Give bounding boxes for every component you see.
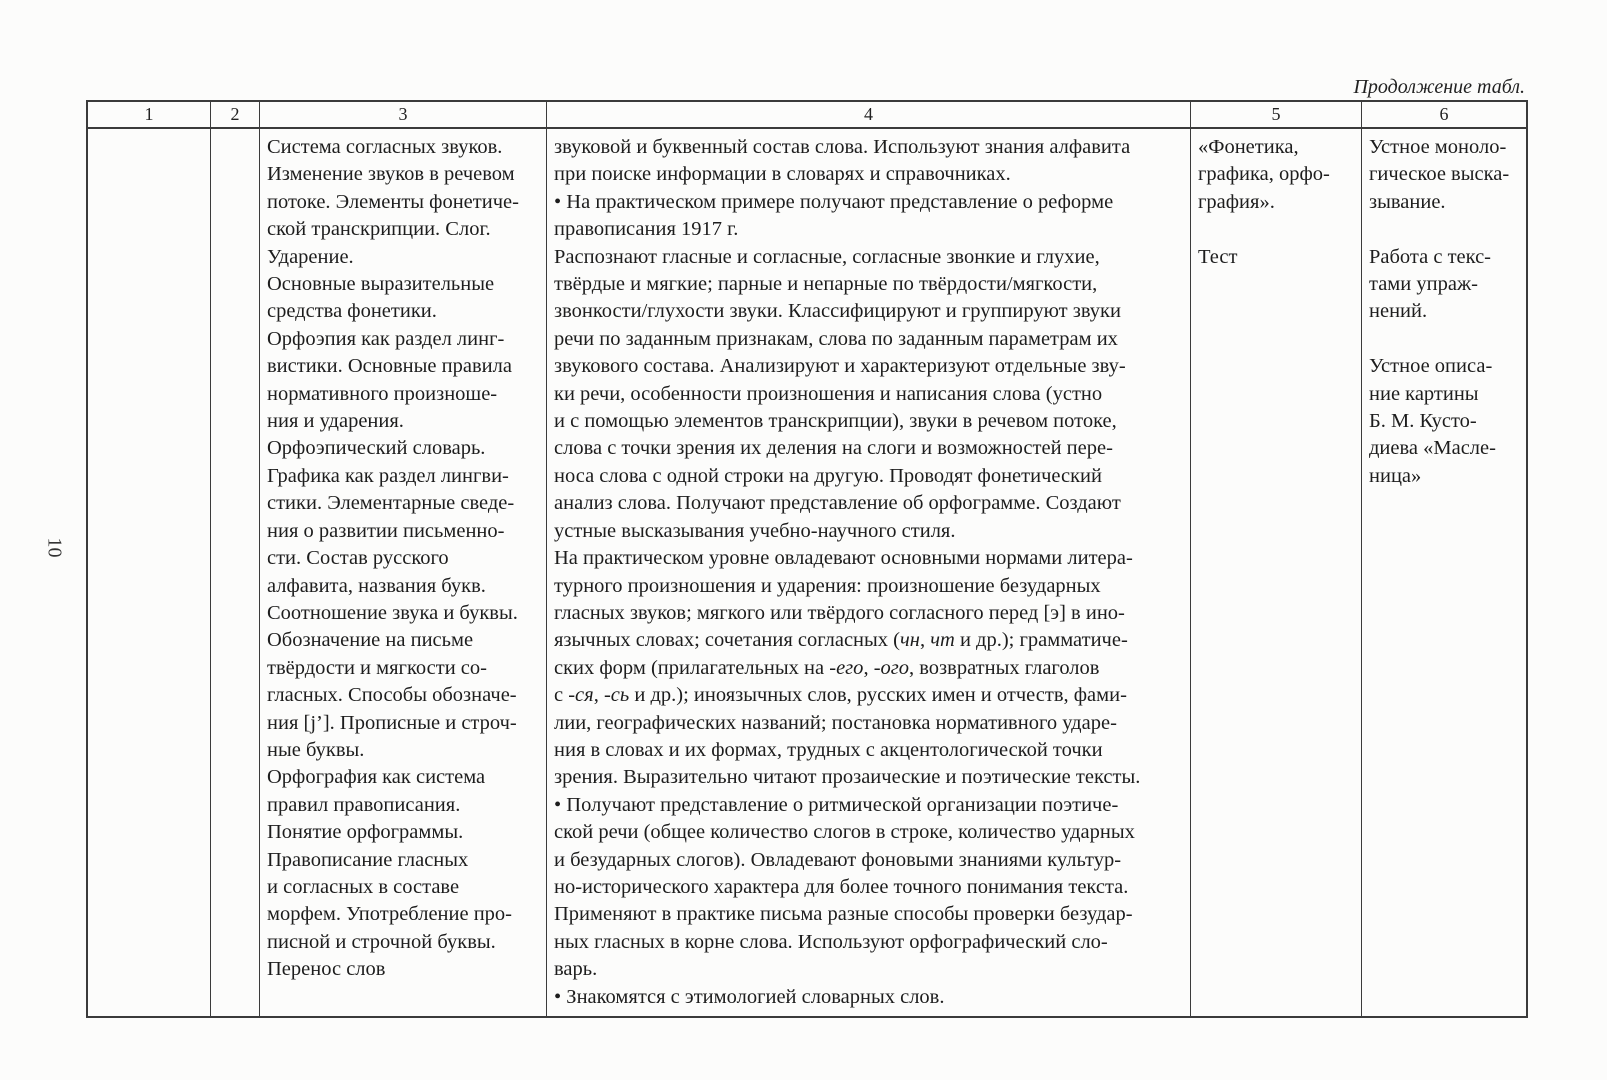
text-line: сти. Состав русского [267,547,449,570]
text-line: диева «Масле- [1369,437,1496,460]
text-line: Орфоэпический словарь. [267,437,486,460]
table-header-row [88,102,1526,129]
text-line: варь. [554,958,598,981]
text-line: Применяют в практике письма разные способы проверки безудар- [554,903,1133,926]
text-line: Устное моноло- [1369,136,1507,158]
text-line: язычных словах; сочетания согласных (чн, чт и др.); грамматиче- [554,629,1128,652]
curriculum-table [86,100,1528,1018]
text-line: Б. М. Кусто- [1369,410,1477,433]
text-line: и согласных в составе [267,875,460,898]
text-line: ница» [1369,464,1422,487]
text-line: гласных. Способы обозначе- [267,684,517,707]
cell-col6-speech-work [1362,129,1526,1016]
text-line: лии, географических названий; постановка нормативного ударе- [554,711,1117,734]
text-line: алфавита, названия букв. [267,574,486,597]
text-line: гическое выска- [1369,163,1510,186]
text-line: Работа с текс- [1369,245,1491,268]
text-line: речи по заданным признакам, слова по заданным параметрам их [554,327,1118,350]
text-line: Орфография как система [267,766,486,789]
cell-col4-student-activities [547,129,1191,1016]
column-header-3: 3 [260,102,547,127]
continuation-note: Продолжение табл. [1353,76,1525,98]
text-line: ных гласных в корне слова. Используют орфографический сло- [554,930,1108,953]
text-line: потоке. Элементы фонетиче- [267,190,519,213]
column-header-6: 6 [1439,104,1449,124]
text-line: нений. [1369,300,1428,323]
cell-col3-content-topics [260,129,547,1016]
text-line: Обозначение на письме [267,629,474,652]
text-line: с -ся, -сь и др.); иноязычных слов, русских имен и отчеств, фами- [554,684,1127,707]
text-line: графика, орфо- [1198,163,1330,186]
text-line: при поиске информации в словарях и справочниках. [554,163,1011,186]
text-line: Ударение. [267,245,354,268]
text-line: турного произношения и ударения: произношение безударных [554,574,1101,597]
text-line: твёрдые и мягкие; парные и непарные по твёрдости/мягкости, [554,273,1098,296]
text-line: ные буквы. [267,738,365,761]
text-line: ской речи (общее количество слогов в строке, количество ударных [554,821,1135,844]
column-header-1: 1 [88,102,211,127]
text-line: Перенос слов [267,958,386,981]
text-line: Понятие орфограммы. [267,821,464,844]
text-line: Орфоэпия как раздел линг- [267,327,505,350]
text-line: «Фонетика, [1198,136,1299,158]
text-line: Система согласных звуков. [267,136,503,158]
column-header-5: 5 [1191,102,1362,127]
cell-col5-assessment [1191,129,1362,1016]
text-line: слова с точки зрения их деления на слоги и возможностей пере- [554,437,1113,460]
text-line: устные высказывания учебно-научного стиля. [554,519,956,542]
text-line: ния [j’]. Прописные и строч- [267,711,517,734]
text-line: гласных звуков; мягкого или твёрдого согласного перед [э] в ино- [554,601,1125,624]
cell-col2-empty [211,129,260,1016]
table-body-row [88,129,1526,1016]
text-line: ния о развитии письменно- [267,519,505,542]
text-line: На практическом уровне овладевают основными нормами литера- [554,547,1133,570]
text-line: ки речи, особенности произношения и написания слова (устно [554,382,1103,405]
text-line: • Получают представление о ритмической организации поэтиче- [554,793,1119,816]
text-line: ских форм (прилагательных на -его, -ого, возвратных глаголов [554,656,1100,679]
text-line: Распознают гласные и согласные, согласные звонкие и глухие, [554,245,1100,268]
text-line: Правописание гласных [267,848,469,871]
text-line: и с помощью элементов транскрипции), звуки в речевом потоке, [554,410,1117,433]
text-line: • На практическом примере получают представление о реформе [554,190,1114,213]
text-line: твёрдости и мягкости со- [267,656,487,679]
text-line: носа слова с одной строки на другую. Проводят фонетический [554,464,1102,487]
column-header-4: 4 [547,102,1191,127]
column-header-2: 2 [211,102,260,127]
text-line: звуковой и буквенный состав слова. Используют знания алфавита [554,136,1131,158]
text-line: зывание. [1369,190,1446,213]
text-line [1369,216,1522,243]
text-line: ние картины [1369,382,1479,405]
text-line: звонкости/глухости звуки. Классифицируют и группируют звуки [554,300,1121,323]
text-line: графия». [1198,190,1275,213]
text-line: Соотношение звука и буквы. [267,601,518,624]
text-line: звукового состава. Анализируют и характеризуют отдельные зву- [554,355,1126,378]
text-line: Изменение звуков в речевом [267,163,515,186]
cell-col1-empty [88,129,211,1016]
text-line: правил правописания. [267,793,461,816]
text-line: писной и строчной буквы. [267,930,496,953]
text-line: морфем. Употребление про- [267,903,513,926]
text-line: ния и ударения. [267,410,404,433]
text-line: средства фонетики. [267,300,437,323]
text-line: но-исторического характера для более точного понимания текста. [554,875,1129,898]
text-line: • Знакомятся с этимологией словарных слов. [554,985,945,1008]
text-line: Основные выразительные [267,273,495,296]
text-line: Графика как раздел лингви- [267,464,509,487]
text-line [1198,216,1357,243]
text-line: тами упраж- [1369,273,1478,296]
text-line: ской транскрипции. Слог. [267,218,491,241]
text-line: ния в словах и их формах, трудных с акцентологической точки [554,738,1103,761]
text-line: правописания 1917 г. [554,218,739,241]
text-line: нормативного произноше- [267,382,498,405]
text-line [1369,326,1522,353]
text-line: Тест [1198,245,1238,268]
text-line: Устное описа- [1369,355,1493,378]
text-line: анализ слова. Получают представление об орфограмме. Создают [554,492,1121,515]
text-line: стики. Элементарные сведе- [267,492,515,515]
text-line: вистики. Основные правила [267,355,512,378]
page-number: 10 [43,537,66,558]
text-line: зрения. Выразительно читают прозаические и поэтические тексты. [554,766,1141,789]
text-line: и безударных слогов). Овладевают фоновыми знаниями культур- [554,848,1122,871]
